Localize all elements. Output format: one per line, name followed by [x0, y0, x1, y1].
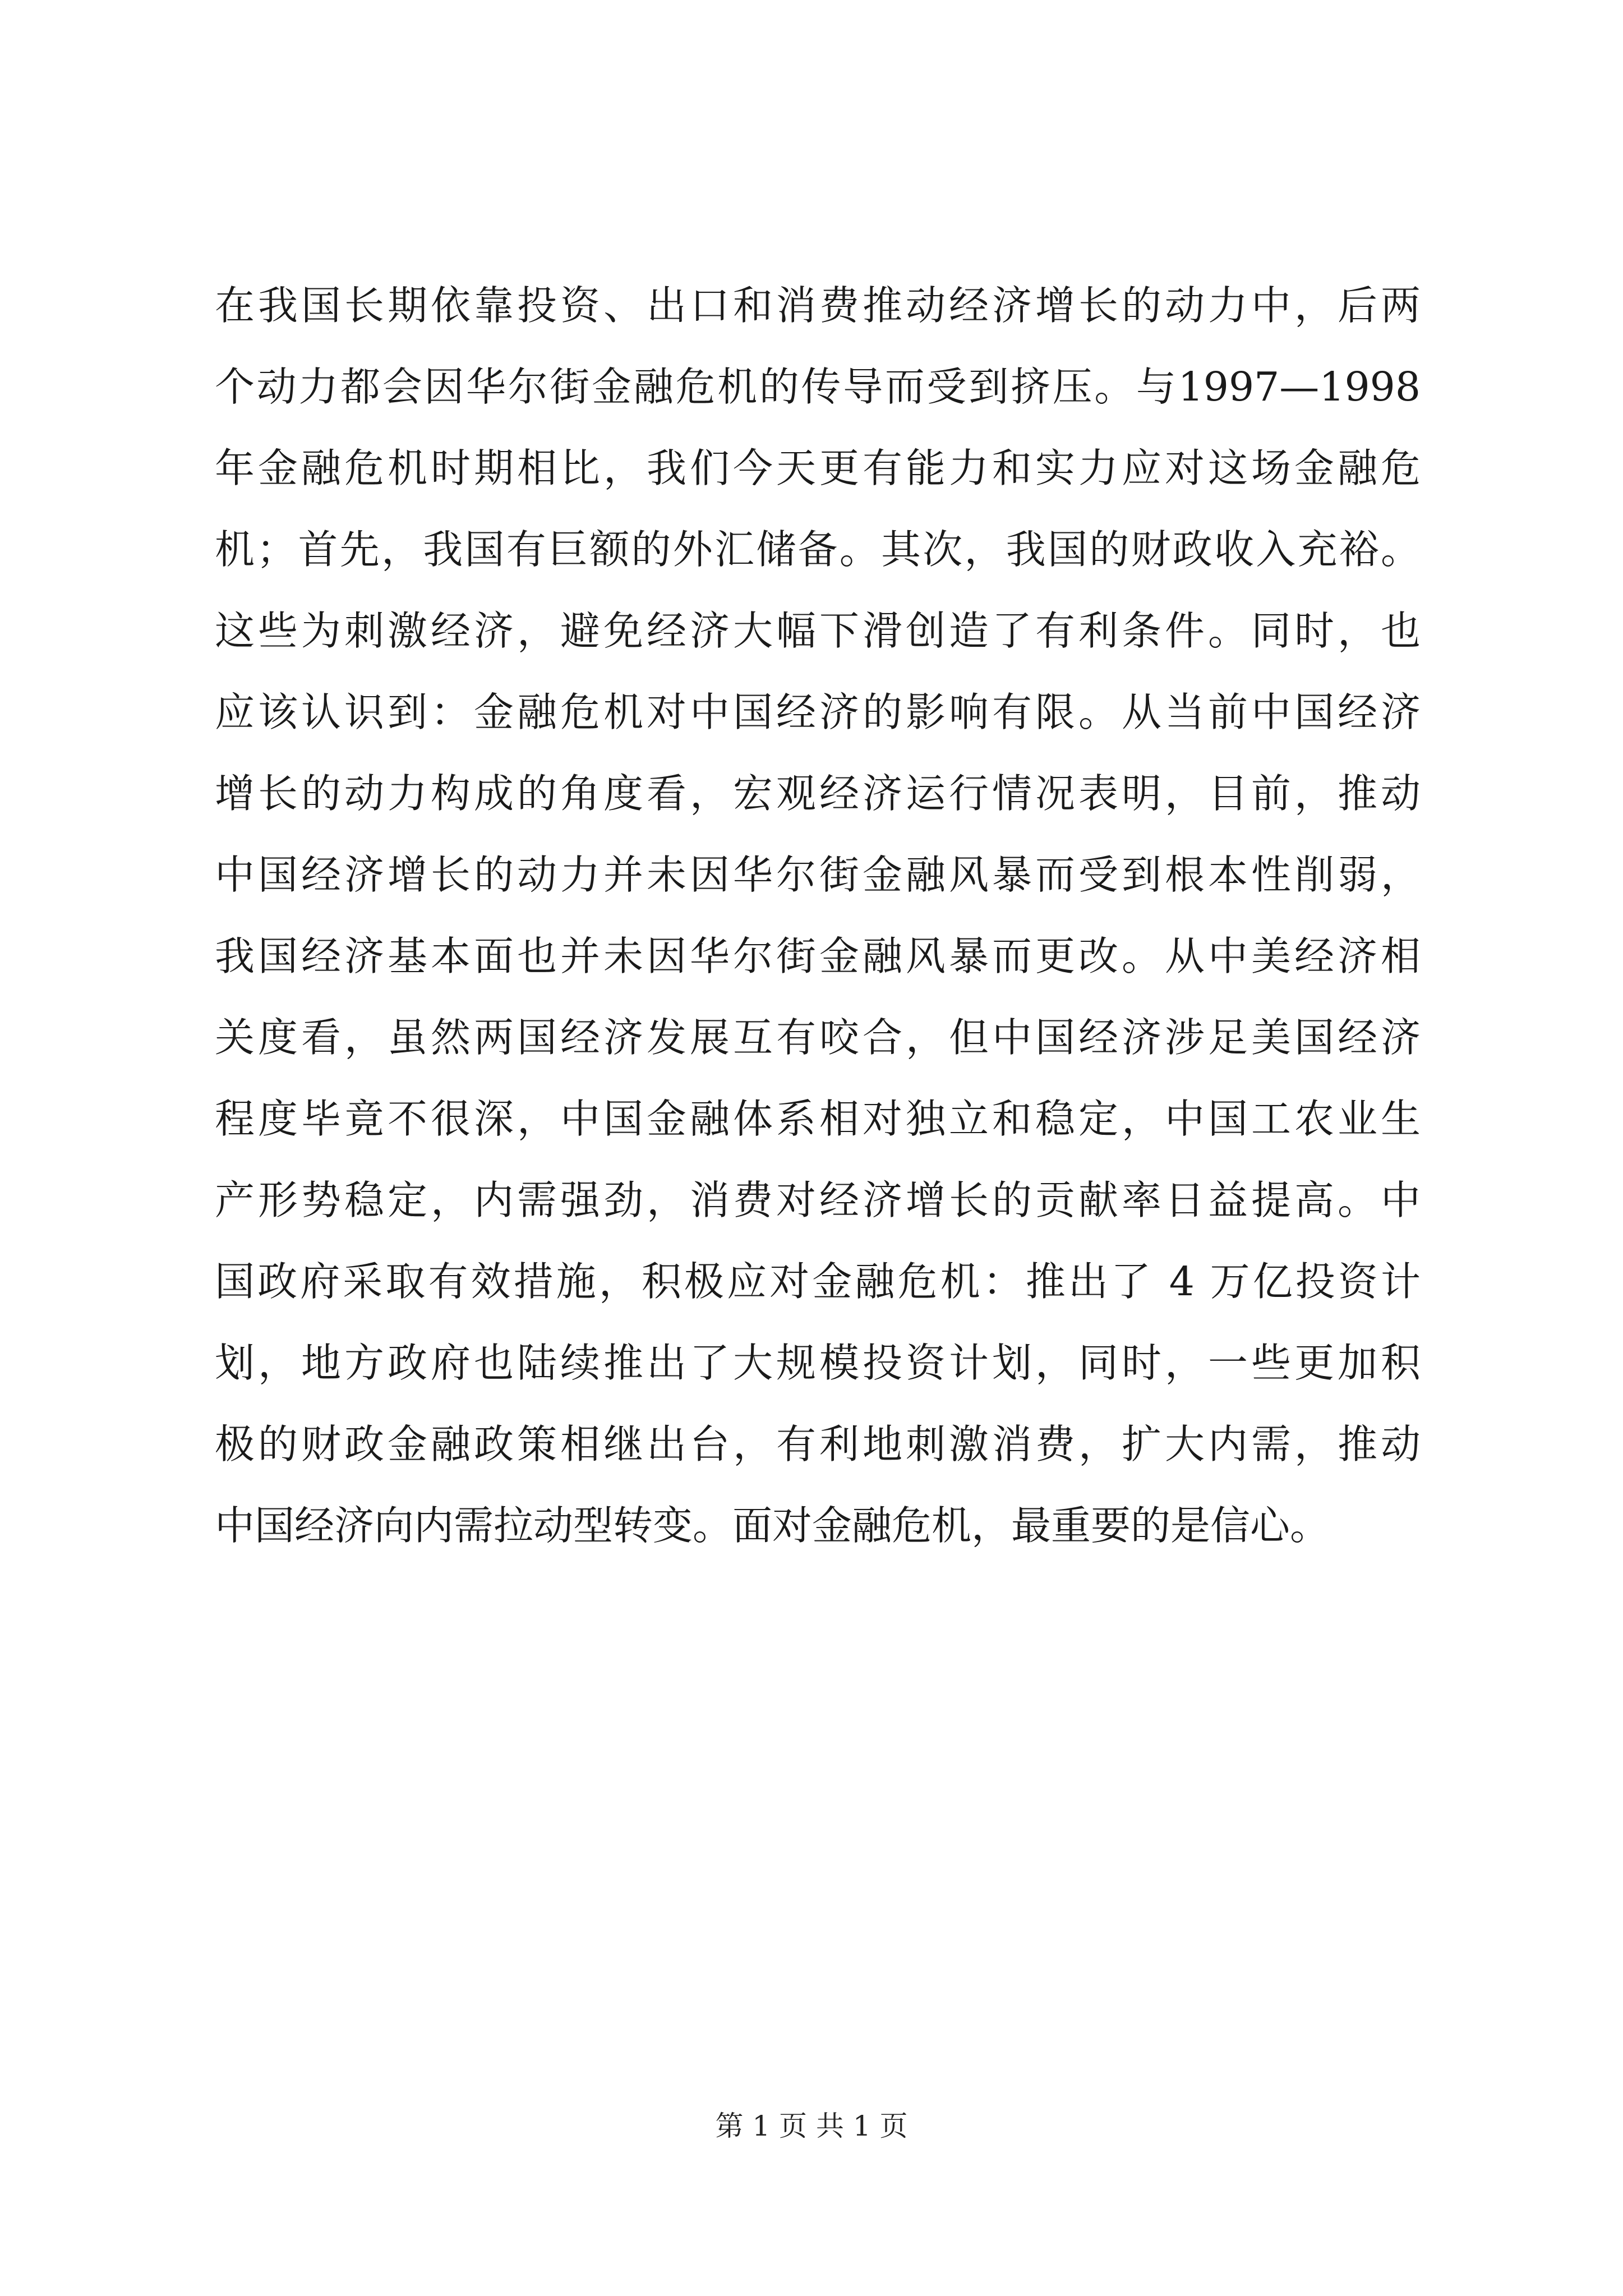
paragraph-line: 国政府采取有效措施，积极应对金融危机：推出了 4 万亿投资计: [215, 1258, 1421, 1305]
paragraph-line: 程度毕竟不很深，中国金融体系相对独立和稳定，中国工农业生: [215, 1096, 1421, 1142]
paragraph-line: 划，地方政府也陆续推出了大规模投资计划，同时，一些更加积: [215, 1340, 1421, 1386]
body-paragraph: [215, 265, 1421, 1566]
paragraph-line: 我国经济基本面也并未因华尔街金融风暴而更改。从中美经济相: [215, 933, 1421, 979]
paragraph-line: 中国经济向内需拉动型转变。面对金融危机，最重要的是信心。: [215, 1502, 1330, 1549]
page-footer: [0, 2106, 1623, 2146]
paragraph-line: 年金融危机时期相比，我们今天更有能力和实力应对这场金融危: [215, 445, 1421, 491]
paragraph-line: 机；首先，我国有巨额的外汇储备。其次，我国的财政收入充裕。: [215, 526, 1421, 573]
paragraph-line: 在我国长期依靠投资、出口和消费推动经济增长的动力中，后两: [215, 282, 1421, 329]
paragraph-line: 这些为刺激经济，避免经济大幅下滑创造了有利条件。同时，也: [215, 608, 1421, 654]
paragraph-line: 个动力都会因华尔街金融危机的传导而受到挤压。与1997—1998: [215, 364, 1421, 410]
paragraph-line: 应该认识到：金融危机对中国经济的影响有限。从当前中国经济: [215, 689, 1421, 735]
paragraph-line: 增长的动力构成的角度看，宏观经济运行情况表明，目前，推动: [215, 770, 1421, 817]
paragraph-line: 极的财政金融政策相继出台，有利地刺激消费，扩大内需，推动: [215, 1421, 1421, 1467]
paragraph-line: 关度看，虽然两国经济发展互有咬合，但中国经济涉足美国经济: [215, 1014, 1421, 1061]
paragraph-line: 中国经济增长的动力并未因华尔街金融风暴而受到根本性削弱，: [215, 852, 1421, 898]
page-number-label: 第 1 页 共 1 页: [715, 2110, 908, 2142]
paragraph-line: 产形势稳定，内需强劲，消费对经济增长的贡献率日益提高。中: [215, 1177, 1421, 1223]
